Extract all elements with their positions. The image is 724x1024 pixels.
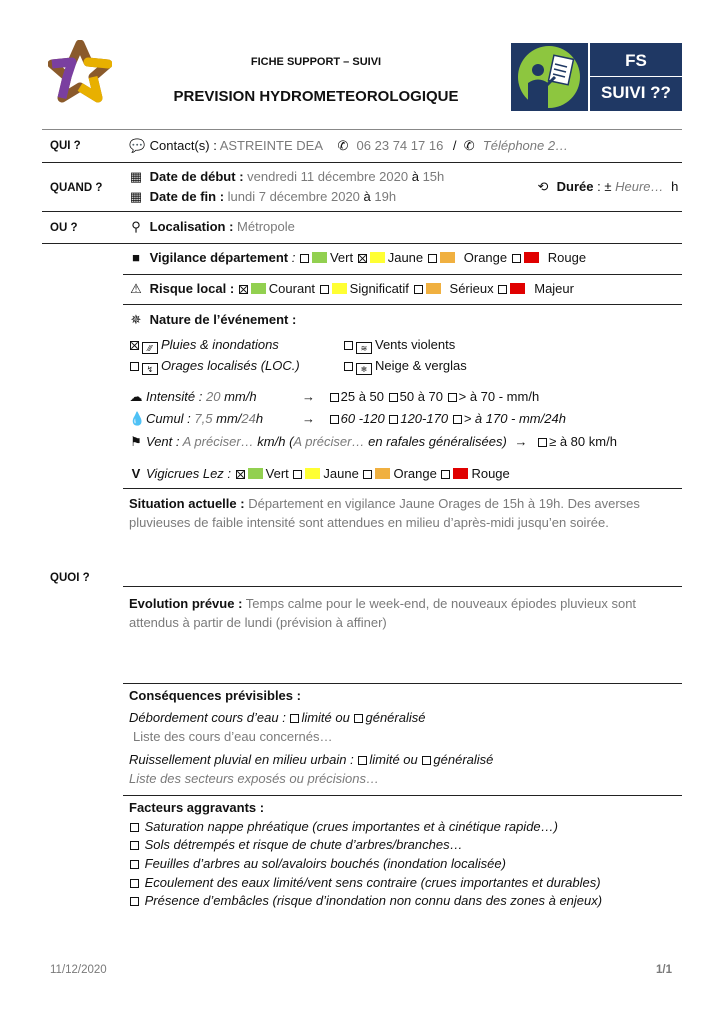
vigilance-vert-label: Vert [329,250,354,265]
orages-label: Orages localisés (LOC.) [161,358,300,373]
risque-serieux-label: Sérieux [449,281,494,296]
vent-opt-label: ≥ à 80 km/h [549,434,617,449]
end-time-value[interactable]: 19h [374,189,397,204]
facteur-checkbox[interactable] [130,897,139,906]
vents-label: Vents violents [375,337,456,352]
evolution-text-1[interactable]: Temps calme pour le week-end, de nouveaux épiodes pluvieux sont [245,596,637,611]
vigicrues-label: Vigicrues Lez : [146,466,232,481]
vigicrues-orange-label: Orange [393,466,437,481]
facteur-label: Ecoulement des eaux limité/vent sens contraire (crues importantes et durables) [144,875,601,890]
intensite-value[interactable]: 20 [206,389,221,404]
facteur-checkbox[interactable] [130,860,139,869]
start-date-label: Date de début : [149,169,244,184]
divider-ou [42,243,682,244]
debordement-generalise-label: généralisé [365,710,426,725]
ruissellement-label: Ruissellement pluvial en milieu urbain : [129,752,354,767]
ruissellement-limite-checkbox[interactable] [358,756,367,765]
cumul-options [302,411,566,426]
rafales-text: en rafales généralisées) [368,434,507,449]
vigilance-orange-label: Orange [463,250,508,265]
risque-courant-label: Courant [268,281,316,296]
vert-swatch [251,283,266,294]
nature-vents [343,337,455,354]
divider-qui [42,162,682,163]
vigilance-row [129,250,586,265]
risque-significatif-checkbox[interactable] [320,285,329,294]
duration-unit: h [671,179,679,194]
risque-significatif-label: Significatif [349,281,409,296]
nature-neige [343,358,467,375]
intensite-opt1-label: 25 à 50 [340,389,384,404]
vert-swatch [248,468,263,479]
intensite-unit: mm/h [224,389,257,404]
cumul-duration[interactable]: 24 [241,411,256,426]
divider-situation [123,586,682,587]
contact-row [129,138,568,154]
cumul-opt2-checkbox[interactable] [389,415,398,424]
risque-label: Risque local : [149,281,235,296]
rouge-swatch [510,283,525,294]
start-date-row [129,169,444,185]
vigicrues-rouge-checkbox[interactable] [441,470,450,479]
debordement-limite-label: limité ou [301,710,350,725]
ruissellement-generalise-label: généralisé [433,752,494,767]
vigicrues-row [129,466,510,481]
intensite-opt3-label: > à 70 - mm/h [458,389,540,404]
arrow-icon: → [514,434,528,449]
vigilance-orange-checkbox[interactable] [428,254,437,263]
divider-evolution [123,683,682,684]
location-value[interactable]: Métropole [237,219,295,234]
vigilance-rouge-label: Rouge [547,250,587,265]
duration-sep: : ± [597,179,612,194]
divider-consequences [123,795,682,796]
vigicrues-rouge-label: Rouge [471,466,510,481]
evolution-label: Evolution prévue : [129,596,243,611]
quoi-label: QUOI ? [50,572,90,584]
pluies-label: Pluies & inondations [161,337,279,352]
main-title: PREVISION HYDROMETEOROLOGIQUE [173,88,459,105]
intensite-opt2-checkbox[interactable] [389,393,398,402]
location-label: Localisation : [149,219,234,234]
rain-cloud-icon: ☁ [129,389,143,404]
water-drop-icon: 💧 [129,411,146,426]
facteur-item [129,875,601,890]
wind-icon: ≋ [356,342,372,354]
neige-checkbox[interactable] [344,362,353,371]
facteur-label: Présence d’embâcles (risque d’inondation non connu dans des zones à enjeux) [144,893,603,908]
header-badge [590,43,682,111]
nature-pluies [129,337,279,354]
cumul-opt3-label: > à 170 - mm/24h [463,411,566,426]
orages-checkbox[interactable] [130,362,139,371]
organization-logo [48,40,112,104]
arrow-icon: → [302,411,315,426]
cumul-unit: mm/ [216,411,242,426]
facteur-checkbox[interactable] [130,879,139,888]
rouge-swatch [524,252,539,263]
footer-page: 1/1 [656,964,672,976]
rouge-swatch [453,468,468,479]
end-date-value[interactable]: lundi 7 décembre 2020 [227,189,360,204]
facteur-item [129,819,558,834]
phone-icon: ✆ [337,138,349,153]
situation-text-1[interactable]: Département en vigilance Jaune Orages de 15h à 19h. Des averses [248,496,640,511]
risque-majeur-label: Majeur [534,281,574,296]
snow-icon: ❄ [356,363,372,375]
vent-opt-checkbox[interactable] [538,438,547,447]
vert-swatch [312,252,327,263]
situation-line1 [129,496,640,511]
cumul-value[interactable]: 7,5 [194,411,213,426]
vents-checkbox[interactable] [344,341,353,350]
facteur-item [129,837,463,852]
start-date-value[interactable]: vendredi 11 décembre 2020 [247,169,409,184]
burst-icon: ✵ [130,312,142,327]
department-map-icon: ■ [132,250,140,265]
ruissellement-row [129,752,493,767]
debordement-row [129,710,425,725]
vigilance-sep: : [288,250,296,265]
intensite-options [302,389,539,404]
end-date-label: Date de fin : [149,189,225,204]
facteur-checkbox[interactable] [130,841,139,850]
debordement-label: Débordement cours d’eau : [129,710,286,725]
contact-value[interactable]: ASTREINTE DEA [219,138,323,153]
phone-1[interactable]: 06 23 74 17 16 [356,138,444,153]
divider-risque [123,304,682,305]
ou-label: OU ? [50,222,78,234]
duration-label: Durée [556,179,594,194]
cumul-opt3-checkbox[interactable] [453,415,462,424]
phone-separator: / [452,138,457,153]
intensite-opt2-label: 50 à 70 [399,389,443,404]
end-date-row [129,189,396,205]
cumul-duration-unit: h [255,411,264,426]
risque-majeur-checkbox[interactable] [498,285,507,294]
facteur-item [129,856,506,871]
warning-icon: ⚠ [130,281,142,296]
chat-icon: 💬 [129,138,146,153]
facteur-label: Sols détrempés et risque de chute d’arbres/branches… [144,837,463,852]
orange-swatch [375,468,390,479]
ruissellement-generalise-checkbox[interactable] [422,756,431,765]
vent-value[interactable]: A préciser… [182,434,254,449]
intensite-opt1-checkbox[interactable] [330,393,339,402]
badge-bottom-text: SUIVI ?? [601,83,671,102]
facteur-item [129,893,602,908]
facteurs-label: Facteurs aggravants : [129,800,265,815]
vigilance-jaune-checkbox[interactable] [358,254,367,263]
cumul-opt1-label: 60 -120 [340,411,385,426]
map-pin-icon: ⚲ [131,219,141,234]
nature-label: Nature de l’événement : [149,312,297,327]
pluies-checkbox[interactable] [130,341,139,350]
jaune-swatch [305,468,320,479]
header-illustration [511,43,588,111]
quand-label: QUAND ? [50,182,103,194]
end-at: à [363,189,371,204]
vigilance-jaune-label: Jaune [387,250,424,265]
vigilance-label: Vigilance département [149,250,289,265]
duration-row [536,179,678,195]
facteur-label: Saturation nappe phréatique (crues importantes et à cinétique rapide…) [144,819,558,834]
consequences-label: Conséquences prévisibles : [129,688,301,703]
arrow-icon: → [302,389,315,404]
neige-label: Neige & verglas [375,358,467,373]
situation-label: Situation actuelle : [129,496,245,511]
location-row [129,219,295,235]
intensite-row [129,389,257,405]
risque-courant-checkbox[interactable] [239,285,248,294]
phone-icon-2: ✆ [463,138,475,153]
nature-orages [129,358,300,375]
vigicrues-icon: V [131,466,141,481]
phone-2[interactable]: Téléphone 2… [482,138,569,153]
intensite-label: Intensité : [146,389,203,404]
evolution-line1 [129,596,636,611]
rafales-value[interactable]: A préciser… [293,434,365,449]
qui-label: QUI ? [50,140,81,152]
cumul-opt2-label: 120-170 [400,411,449,426]
windsock-icon: ⚑ [130,434,142,449]
facteur-label: Feuilles d’arbres au sol/avaloirs bouchés (inondation localisée) [144,856,506,871]
vigicrues-orange-checkbox[interactable] [363,470,372,479]
start-at: à [411,169,419,184]
vigicrues-vert-checkbox[interactable] [236,470,245,479]
vigicrues-vert-label: Vert [265,466,289,481]
vent-label: Vent : [146,434,180,449]
facteur-checkbox[interactable] [130,823,139,832]
jaune-swatch [332,283,347,294]
vigilance-rouge-checkbox[interactable] [512,254,521,263]
orange-swatch [426,283,441,294]
cumul-row [129,411,263,427]
debordement-placeholder[interactable]: Liste des cours d’eau concernés… [133,729,333,744]
divider-top [42,129,682,130]
evolution-text-2[interactable]: attendus à partir de lundi (prévision à affiner) [129,615,387,630]
vent-row [129,434,617,450]
footer-date: 11/12/2020 [50,964,107,976]
debordement-generalise-checkbox[interactable] [354,714,363,723]
divider-nature [123,488,682,489]
contact-label: Contact(s) : [149,138,217,153]
risque-row [129,281,574,297]
orange-swatch [440,252,455,263]
intensite-opt3-checkbox[interactable] [448,393,457,402]
ruissellement-placeholder[interactable]: Liste des secteurs exposés ou précisions… [129,771,380,786]
vigicrues-jaune-checkbox[interactable] [293,470,302,479]
vent-unit: km/h ( [257,434,294,449]
nature-heading [129,312,296,328]
divider-vigilance [123,274,682,275]
cumul-opt1-checkbox[interactable] [330,415,339,424]
vigilance-vert-checkbox[interactable] [300,254,309,263]
jaune-swatch [370,252,385,263]
badge-top-text: FS [590,43,682,77]
vigicrues-jaune-label: Jaune [323,466,359,481]
form-title: FICHE SUPPORT – SUIVI [250,56,382,68]
calendar-icon: ▦ [129,169,143,184]
history-icon: ⟲ [537,179,549,194]
rain-icon: ⁄⁄⁄ [142,342,158,354]
debordement-limite-checkbox[interactable] [290,714,299,723]
risque-serieux-checkbox[interactable] [414,285,423,294]
divider-quand [42,211,682,212]
lightning-icon: ↯ [142,363,158,375]
start-time-value[interactable]: 15h [422,169,445,184]
situation-text-2[interactable]: pluvieuses de faible intensité sont attendues en milieu d’après-midi jusqu’en soirée. [129,515,609,530]
calendar-icon: ▦ [129,189,143,204]
ruissellement-limite-label: limité ou [369,752,418,767]
cumul-label: Cumul : [146,411,191,426]
duration-value[interactable]: Heure… [615,179,664,194]
